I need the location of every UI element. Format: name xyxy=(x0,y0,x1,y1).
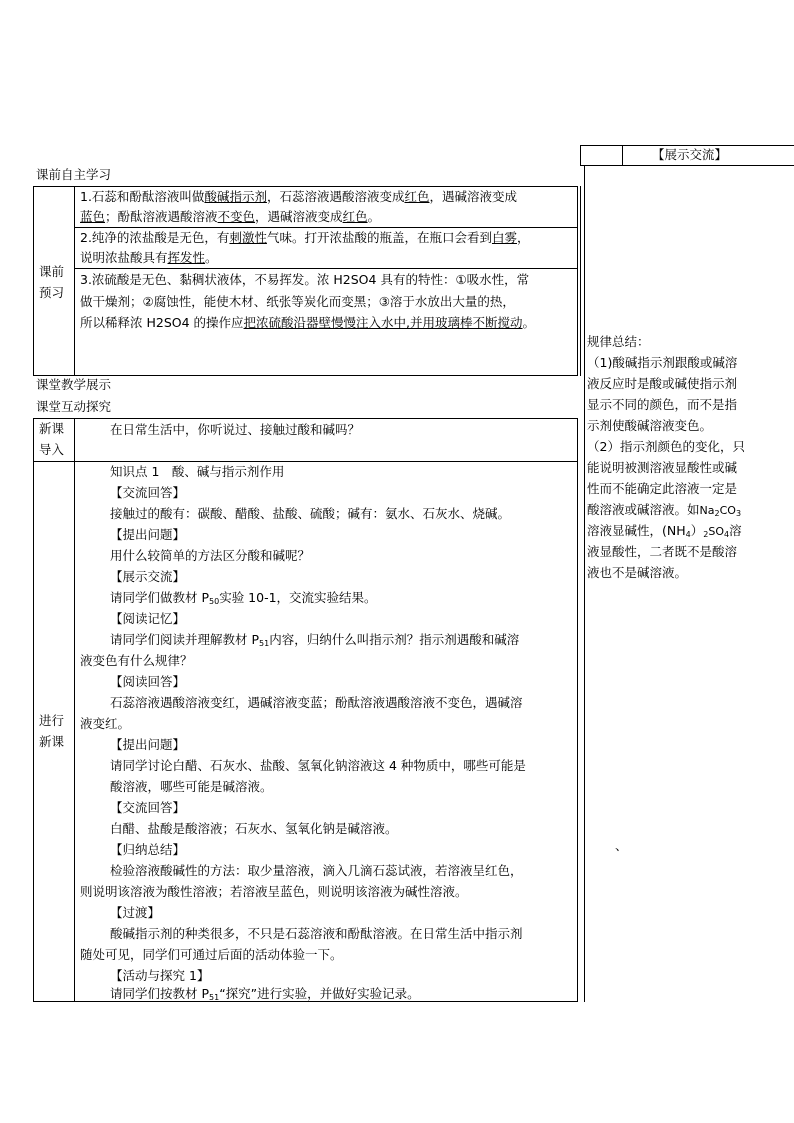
body-line: 液变红。 xyxy=(80,716,131,731)
body-line: 请同学们做教材 $P_{50}$实验 10-1，交流实验结果。 xyxy=(110,590,377,606)
body-line: 则说明该溶液为酸性溶液；若溶液呈蓝色，则说明该溶液为碱性溶液。 xyxy=(80,884,468,899)
section-tag: 【交流回答】 xyxy=(110,800,186,815)
formula-na2co3: $Na_2CO_3$ xyxy=(699,504,742,518)
body-line: 酸碱指示剂的种类很多，不只是石蕊溶液和酚酞溶液。在日常生活中指示剂 xyxy=(110,926,523,941)
section-tag: 【提出问题】 xyxy=(110,527,186,542)
preclass-item-1: 1.石蕊和酚酞溶液叫做酸碱指示剂，石蕊溶液遇酸溶液变成红色，遇碱溶液变成 xyxy=(80,189,517,204)
rule-line-text: 酸溶液或碱溶液。如 xyxy=(587,502,700,517)
rule-line: 示剂使酸碱溶液变色。 xyxy=(587,418,713,433)
classroom-title: 课堂教学展示 xyxy=(36,377,112,392)
body-line: 用什么较简单的方法区分酸和碱呢？ xyxy=(110,548,311,563)
body-line: 请同学讨论白醋、石灰水、盐酸、氢氧化钠溶液这 4 种物质中，哪些可能是 xyxy=(110,758,526,773)
sidebar-header-label: 【展示交流】 xyxy=(652,147,728,162)
section-tag: 【展示交流】 xyxy=(110,569,186,584)
rule-line: 液显酸性，二者既不是酸溶 xyxy=(587,544,738,559)
body-line: 白醋、盐酸是酸溶液；石灰水、氢氧化钠是碱溶液。 xyxy=(110,821,398,836)
body-line: 石蕊溶液遇酸溶液变红，遇碱溶液变蓝；酚酞溶液遇酸溶液不变色，遇碱溶 xyxy=(110,695,523,710)
body-line: 检验溶液酸碱性的方法：取少量溶液，滴入几滴石蕊试液，若溶液呈红色， xyxy=(110,863,523,878)
rule-line: 显示不同的颜色，而不是指 xyxy=(587,397,738,412)
section-tag: 【活动与探究 1】 xyxy=(110,968,210,983)
preclass-item-3-cont: 所以稀释浓 H2SO4 的操作应把浓硫酸沿器壁慢慢注入水中,并用玻璃棒不断搅动。 xyxy=(80,315,536,330)
section-tag: 【阅读记忆】 xyxy=(110,611,186,626)
rule-line: 溶液显碱性，$(NH_4)_2SO_4$溶 xyxy=(587,523,742,539)
section-tag: 【过渡】 xyxy=(110,905,161,920)
rule-line: 能说明被测溶液显酸性或碱 xyxy=(587,460,738,475)
body-line: 请同学们按教材 $P_{51}“$探究”进行实验，并做好实验记录。 xyxy=(110,986,420,1002)
body-line: 接触过的酸有：碳酸、醋酸、盐酸、硫酸；碱有：氨水、石灰水、烧碱。 xyxy=(110,506,511,521)
preclass-title: 课前自主学习 xyxy=(36,167,112,182)
knowledge-point-title: 知识点 1 酸、碱与指示剂作用 xyxy=(110,464,285,479)
main-label: 进行 xyxy=(39,713,65,728)
intro-label: 导入 xyxy=(39,442,65,457)
rule-line: （2）指示剂颜色的变化，只 xyxy=(587,439,745,454)
body-line: 请同学们阅读并理解教材 $P_{51}$内容，归纳什么叫指示剂？指示剂遇酸和碱溶 xyxy=(110,632,520,648)
preclass-item-2: 2.纯净的浓盐酸是无色，有刺激性气味。打开浓盐酸的瓶盖，在瓶口会看到白雾， xyxy=(80,230,530,245)
preclass-label: 课前 xyxy=(39,264,65,279)
section-tag: 【阅读回答】 xyxy=(110,674,186,689)
preclass-item-1-cont: 蓝色；酚酞溶液遇酸溶液不变色，遇碱溶液变成红色。 xyxy=(80,209,381,224)
intro-label: 新课 xyxy=(39,421,65,436)
body-line: 随处可见，同学们可通过后面的活动体验一下。 xyxy=(80,947,343,962)
preclass-item-3: 3.浓硫酸是无色、黏稠状液体，不易挥发。浓 H2SO4 具有的特性：①吸水性，常 xyxy=(80,272,530,287)
preclass-label: 预习 xyxy=(39,285,65,300)
rule-line: 液也不是碱溶液。 xyxy=(587,565,688,580)
section-tag: 【归纳总结】 xyxy=(110,842,186,857)
classroom-subtitle: 课堂互动探究 xyxy=(36,399,112,414)
main-label: 新课 xyxy=(39,734,65,749)
section-tag: 【交流回答】 xyxy=(110,485,186,500)
rule-line: （1)酸碱指示剂跟酸或碱溶 xyxy=(587,355,738,370)
rule-title: 规律总结： xyxy=(587,334,650,349)
sidebar-divider xyxy=(584,165,585,1002)
rule-line: 性而不能确定此溶液一定是 xyxy=(587,481,738,496)
body-line: 酸溶液，哪些可能是碱溶液。 xyxy=(110,779,273,794)
intro-text: 在日常生活中，你听说过、接触过酸和碱吗？ xyxy=(110,422,361,437)
preclass-item-2-cont: 说明浓盐酸具有挥发性。 xyxy=(80,250,218,265)
body-line: 液变色有什么规律？ xyxy=(80,653,193,668)
stray-mark: 、 xyxy=(615,838,628,853)
preclass-item-3-cont: 做干燥剂；②腐蚀性，能使木材、纸张等炭化而变黑；③溶于水放出大量的热， xyxy=(80,294,515,309)
section-tag: 【提出问题】 xyxy=(110,737,186,752)
rule-line: 液反应时是酸或碱使指示剂 xyxy=(587,376,738,391)
